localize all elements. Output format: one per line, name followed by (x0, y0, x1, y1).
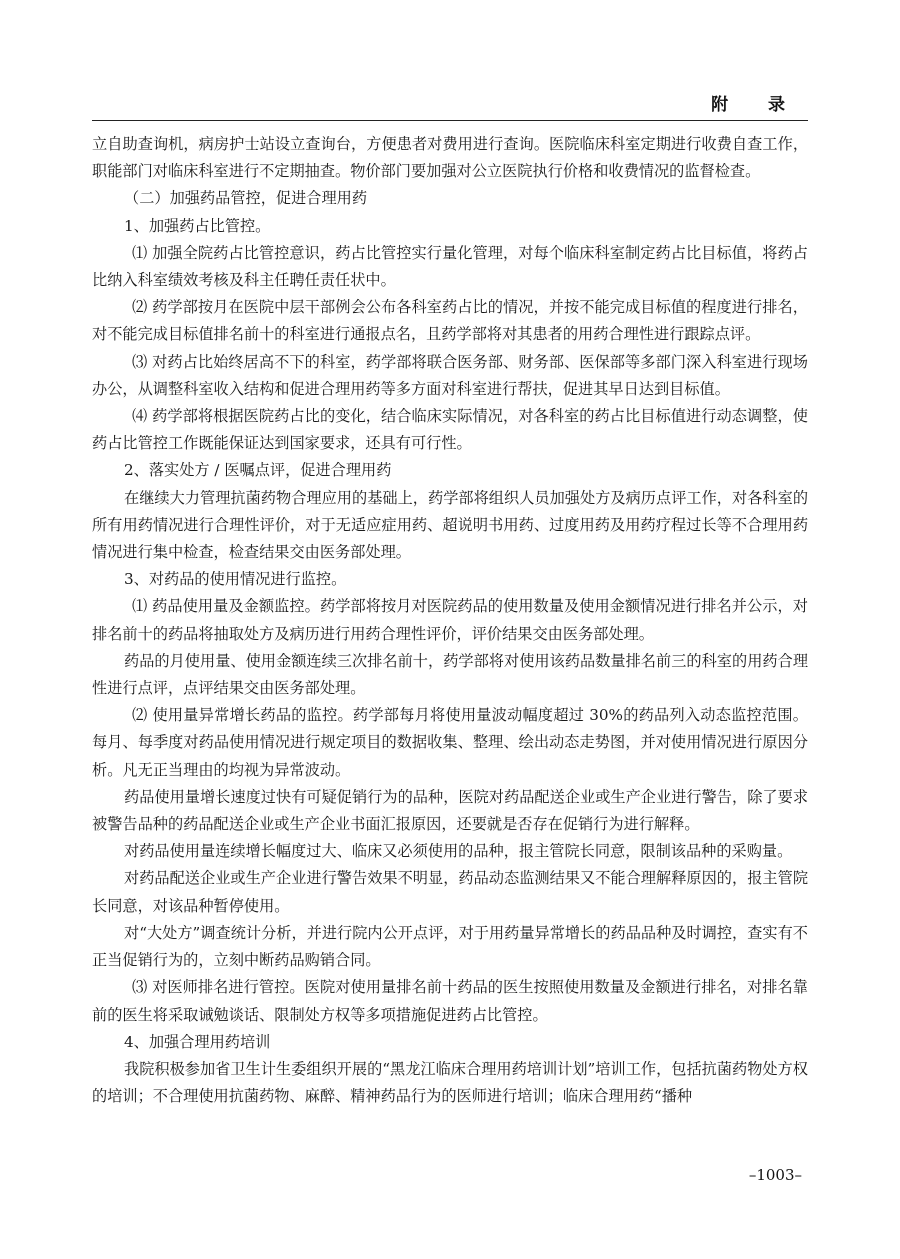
paragraph: 我院积极参加省卫生计生委组织开展的“黑龙江临床合理用药培训计划”培训工作，包括抗菌药物处方权的培训；不合理使用抗菌药物、麻醉、精神药品行为的医师进行培训；临床合理用药“播种 (92, 1059, 808, 1106)
subsection-heading: 3、对药品的使用情况进行监控。 (124, 570, 347, 589)
paragraph: 对药品配送企业或生产企业进行警告效果不明显，药品动态监测结果又不能合理解释原因的，报主管院长同意，对该品种暂停使用。 (92, 869, 808, 915)
list-item: ⑵ 药学部按月在医院中层干部例会公布各科室药占比的情况，并按不能完成目标值的程度进行排名，对不能完成目标值排名前十的科室进行通报点名，且药学部将对其患者的用药合理性进行跟踪点评。 (92, 298, 808, 344)
paragraph: 药品的月使用量、使用金额连续三次排名前十，药学部将对使用该药品数量排名前三的科室的用药合理性进行点评，点评结果交由医务部处理。 (92, 651, 808, 698)
paragraph: 对“大处方”调查统计分析，并进行院内公开点评，对于用药量异常增长的药品品种及时调控，查实有不正当促销行为的，立刻中断药品购销合同。 (92, 923, 808, 970)
paragraph: 药品使用量增长速度过快有可疑促销行为的品种，医院对药品配送企业或生产企业进行警告，除了要求被警告品种的药品配送企业或生产企业书面汇报原因，还要就是否存在促销行为进行解释。 (92, 787, 808, 834)
page-number: –1003– (748, 1166, 802, 1184)
subsection-heading: 1、加强药占比管控。 (124, 216, 271, 235)
subsection-heading: 2、落实处方 / 医嘱点评，促进合理用药 (124, 461, 392, 480)
paragraph: 在继续大力管理抗菌药物合理应用的基础上，药学部将组织人员加强处方及病历点评工作，对各科室的所有用药情况进行合理性评价，对于无适应症用药、超说明书用药、过度用药及用药疗程过长等不合理用药情况进行集中检查，检查结果交由医务部处理。 (92, 488, 808, 562)
list-item: ⑴ 药品使用量及金额监控。药学部将按月对医院药品的使用数量及使用金额情况进行排名并公示，对排名前十的药品将抽取处方及病历进行用药合理性评价，评价结果交由医务部处理。 (92, 597, 808, 643)
list-item: ⑶ 对药占比始终居高不下的科室，药学部将联合医务部、财务部、医保部等多部门深入科室进行现场办公，从调整科室收入结构和促进合理用药等多方面对科室进行帮扶，促进其早日达到目标值。 (92, 352, 808, 398)
list-item: ⑶ 对医师排名进行管控。医院对使用量排名前十药品的医生按照使用数量及金额进行排名，对排名靠前的医生将采取诫勉谈话、限制处方权等多项措施促进药占比管控。 (92, 978, 808, 1024)
list-item: ⑵ 使用量异常增长药品的监控。药学部每月将使用量波动幅度超过 30%的药品列入动态监控范围。每月、每季度对药品使用情况进行规定项目的数据收集、整理、绘出动态走势图，并对使用情况进行原因分析。凡无正当理由的均视为异常波动。 (92, 706, 808, 779)
paragraph: 对药品使用量连续增长幅度过大、临床又必须使用的品种，报主管院长同意，限制该品种的采购量。 (124, 842, 793, 861)
header-title: 附 录 (711, 95, 802, 115)
section-heading: （二）加强药品管控，促进合理用药 (124, 189, 367, 208)
document-body (92, 131, 808, 1110)
paragraph-continuation: 立自助查询机，病房护士站设立查询台，方便患者对费用进行查询。医院临床科室定期进行收费自查工作，职能部门对临床科室进行不定期抽查。物价部门要加强对公立医院执行价格和收费情况的监督检查。 (92, 135, 808, 181)
subsection-heading: 4、加强合理用药培训 (124, 1032, 271, 1051)
list-item: ⑷ 药学部将根据医院药占比的变化，结合临床实际情况，对各科室的药占比目标值进行动态调整，使药占比管控工作既能保证达到国家要求，还具有可行性。 (92, 407, 808, 453)
running-header (92, 88, 808, 121)
list-item: ⑴ 加强全院药占比管控意识，药占比管控实行量化管理，对每个临床科室制定药占比目标值，将药占比纳入科室绩效考核及科主任聘任责任状中。 (92, 243, 808, 290)
